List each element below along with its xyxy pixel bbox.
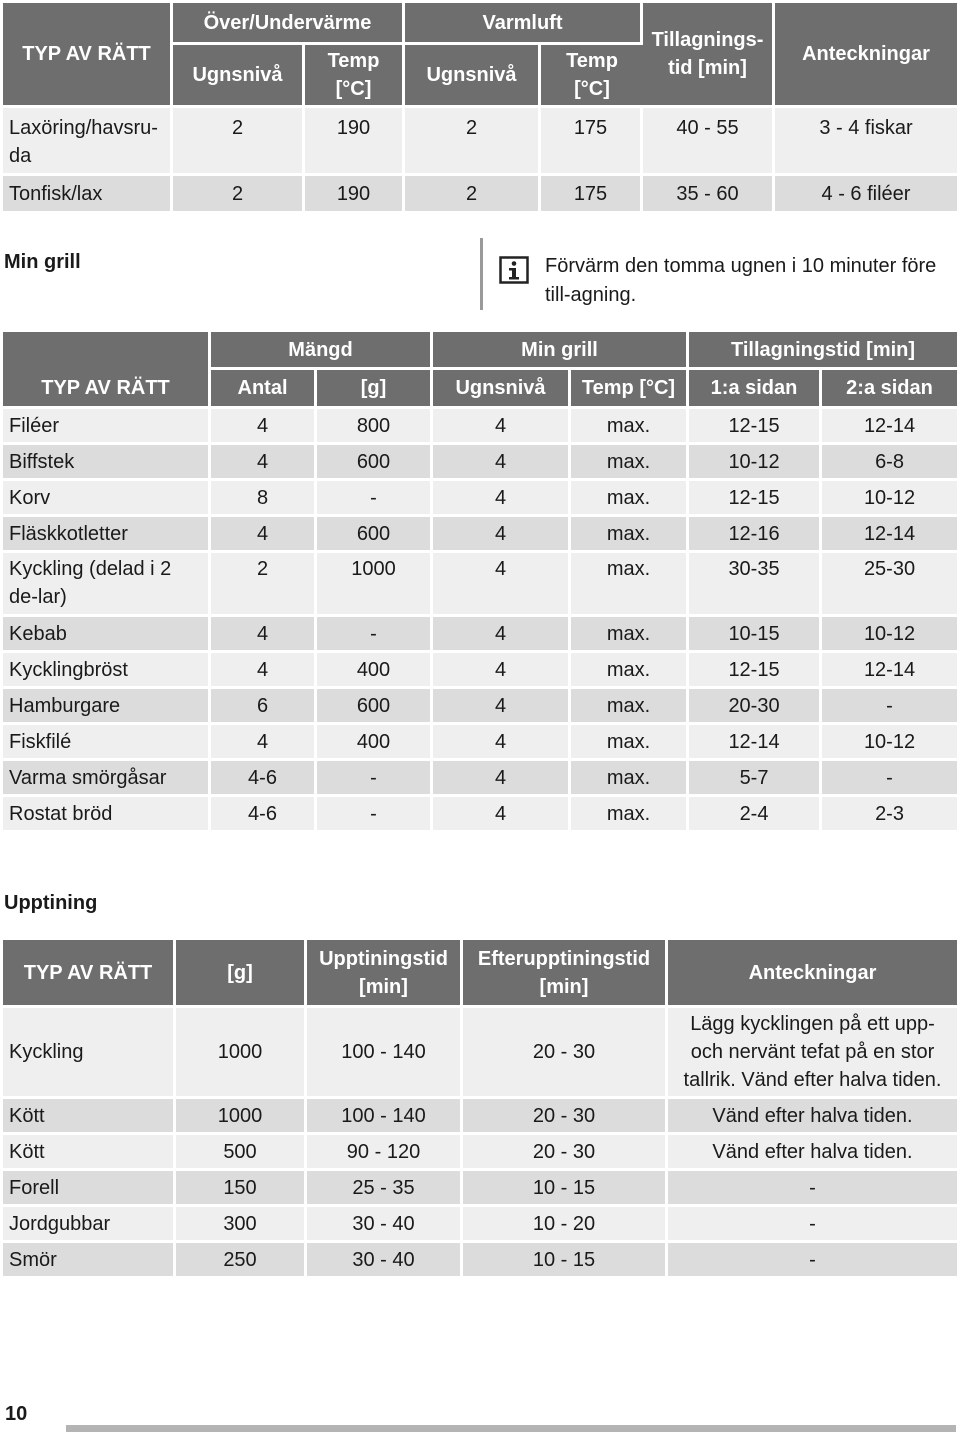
table-row	[3, 689, 957, 725]
header-dish-type: TYP AV RÄTT	[3, 3, 173, 108]
table-row	[3, 617, 957, 653]
cell: 20 - 30	[463, 1008, 668, 1099]
info-icon	[499, 256, 529, 284]
cell: max.	[571, 689, 689, 725]
header-top-bottom-heat: Över/Undervärme	[173, 3, 405, 45]
cell: 4	[433, 761, 571, 797]
dish-name: Filéer	[3, 409, 211, 445]
cell: -	[317, 617, 433, 653]
header-hot-air: Varmluft	[405, 3, 643, 45]
dish-name: Forell	[3, 1171, 176, 1207]
dish-name: Biffstek	[3, 445, 211, 481]
table-row	[3, 653, 957, 689]
dish-name: Kyckling	[3, 1008, 176, 1099]
header-temp: Temp [°C]	[305, 45, 405, 108]
cell: 12-14	[822, 517, 957, 553]
header-thaw-time: Upptiningstid [min]	[307, 940, 463, 1008]
cell: 12-15	[689, 653, 822, 689]
header-blank	[3, 332, 211, 370]
cell: 10-12	[822, 481, 957, 517]
cell: -	[668, 1243, 957, 1279]
cell: 4	[433, 445, 571, 481]
table-row	[3, 1135, 957, 1171]
thawing-table	[3, 940, 957, 1279]
header-temp: Temp [°C]	[541, 45, 643, 108]
header-notes: Anteckningar	[668, 940, 957, 1008]
dish-name: Varma smörgåsar	[3, 761, 211, 797]
header-level: Ugnsnivå	[405, 45, 541, 108]
table-row	[3, 725, 957, 761]
table-row	[3, 1171, 957, 1207]
cell: 4	[211, 725, 317, 761]
cell: max.	[571, 553, 689, 617]
header-level: Ugnsnivå	[173, 45, 305, 108]
cell: 5-7	[689, 761, 822, 797]
header-cook-time: Tillagnings-tid [min]	[643, 3, 775, 108]
dish-name: Kycklingbröst	[3, 653, 211, 689]
cell: 25 - 35	[307, 1171, 463, 1207]
cell: -	[668, 1171, 957, 1207]
dish-name: Smör	[3, 1243, 176, 1279]
cell: max.	[571, 445, 689, 481]
table-row	[3, 176, 957, 214]
dish-name: Jordgubbar	[3, 1207, 176, 1243]
dish-name: Fiskfilé	[3, 725, 211, 761]
cell: -	[317, 481, 433, 517]
cell: 25-30	[822, 553, 957, 617]
dish-name: Rostat bröd	[3, 797, 211, 833]
table-row	[3, 761, 957, 797]
cell: 4	[433, 617, 571, 653]
header-count: Antal	[211, 370, 317, 409]
cell: 175	[541, 108, 643, 176]
cell: 4	[433, 517, 571, 553]
table-row	[3, 1008, 957, 1099]
cell: max.	[571, 617, 689, 653]
cell: 6	[211, 689, 317, 725]
header-dish-type: TYP AV RÄTT	[3, 940, 176, 1008]
table-row	[3, 1099, 957, 1135]
cell: -	[317, 761, 433, 797]
cell: 500	[176, 1135, 307, 1171]
page-number: 10	[5, 1403, 28, 1425]
cell: 12-14	[822, 653, 957, 689]
cell: 100 - 140	[307, 1008, 463, 1099]
header-side-2: 2:a sidan	[822, 370, 957, 409]
dish-name: Tonfisk/lax	[3, 176, 173, 214]
section-title-thawing: Upptining	[4, 892, 98, 914]
cell: 400	[317, 725, 433, 761]
header-grams: [g]	[317, 370, 433, 409]
header-level: Ugnsnivå	[433, 370, 571, 409]
cell: Lägg kycklingen på ett upp- och nervänt tefat på en stor tallrik. Vänd efter halva tiden.	[668, 1008, 957, 1099]
dish-name: Kyckling (delad i 2 de-lar)	[3, 553, 211, 617]
cell: max.	[571, 481, 689, 517]
cell: 12-15	[689, 409, 822, 445]
cell: 190	[305, 108, 405, 176]
info-text: Förvärm den tomma ugnen i 10 minuter före till-agning.	[545, 255, 937, 306]
cell: 2	[173, 108, 305, 176]
table-row	[3, 108, 957, 176]
cell: 300	[176, 1207, 307, 1243]
cell: 4	[433, 409, 571, 445]
cell: 4	[211, 517, 317, 553]
cell: max.	[571, 761, 689, 797]
cell: -	[317, 797, 433, 833]
cell: 4	[433, 725, 571, 761]
table-row	[3, 481, 957, 517]
header-min-grill: Min grill	[433, 332, 689, 370]
table-row	[3, 797, 957, 833]
cell: 2-4	[689, 797, 822, 833]
dish-name: Kebab	[3, 617, 211, 653]
cell: 40 - 55	[643, 108, 775, 176]
cell: 100 - 140	[307, 1099, 463, 1135]
cell: 3 - 4 fiskar	[775, 108, 957, 176]
cell: 10 - 15	[463, 1243, 668, 1279]
cell: 190	[305, 176, 405, 214]
table-row	[3, 553, 957, 617]
cell: 4	[211, 445, 317, 481]
section-title-min-grill: Min grill	[4, 251, 81, 273]
header-notes: Anteckningar	[775, 3, 957, 108]
table-row	[3, 517, 957, 553]
dish-name: Korv	[3, 481, 211, 517]
cell: 90 - 120	[307, 1135, 463, 1171]
cell: max.	[571, 409, 689, 445]
cell: 4	[433, 553, 571, 617]
cell: 30 - 40	[307, 1243, 463, 1279]
cell: 600	[317, 445, 433, 481]
header-grams: [g]	[176, 940, 307, 1008]
dish-name: Hamburgare	[3, 689, 211, 725]
cell: 12-14	[689, 725, 822, 761]
cell: 600	[317, 517, 433, 553]
header-cook-time: Tillagningstid [min]	[689, 332, 957, 370]
table-row	[3, 445, 957, 481]
cell: 400	[317, 653, 433, 689]
header-temp: Temp [°C]	[571, 370, 689, 409]
cell: 12-14	[822, 409, 957, 445]
header-dish-type: TYP AV RÄTT	[3, 370, 211, 409]
cell: 4	[211, 653, 317, 689]
cell: 4	[433, 689, 571, 725]
header-side-1: 1:a sidan	[689, 370, 822, 409]
cell: 12-15	[689, 481, 822, 517]
header-amount: Mängd	[211, 332, 433, 370]
cell: 600	[317, 689, 433, 725]
table-row	[3, 409, 957, 445]
cell: 2	[211, 553, 317, 617]
cell: 2	[405, 108, 541, 176]
info-note	[480, 238, 943, 310]
cell: 10-12	[822, 617, 957, 653]
cell: -	[822, 761, 957, 797]
footer-rule	[66, 1425, 956, 1432]
cell: 2-3	[822, 797, 957, 833]
cell: 4 - 6 filéer	[775, 176, 957, 214]
table-row	[3, 1207, 957, 1243]
cell: Vänd efter halva tiden.	[668, 1099, 957, 1135]
cell: Vänd efter halva tiden.	[668, 1135, 957, 1171]
dish-name: Kött	[3, 1135, 176, 1171]
cell: 1000	[176, 1099, 307, 1135]
dish-name: Laxöring/havsru-da	[3, 108, 173, 176]
cell: 6-8	[822, 445, 957, 481]
cell: 4	[433, 481, 571, 517]
cell: max.	[571, 517, 689, 553]
cell: 800	[317, 409, 433, 445]
cell: 4-6	[211, 761, 317, 797]
grill-table	[3, 332, 957, 833]
cell: 10 - 15	[463, 1171, 668, 1207]
cell: 4	[211, 409, 317, 445]
dish-name: Kött	[3, 1099, 176, 1135]
cell: max.	[571, 653, 689, 689]
table-row	[3, 1243, 957, 1279]
cell: 10 - 20	[463, 1207, 668, 1243]
dish-name: Fläskkotletter	[3, 517, 211, 553]
cell: 4	[433, 797, 571, 833]
cell: -	[668, 1207, 957, 1243]
cell: 30-35	[689, 553, 822, 617]
cell: 20 - 30	[463, 1135, 668, 1171]
cell: 12-16	[689, 517, 822, 553]
cell: 30 - 40	[307, 1207, 463, 1243]
cell: 20-30	[689, 689, 822, 725]
cell: 2	[173, 176, 305, 214]
fish-cooking-table	[3, 3, 957, 214]
cell: 35 - 60	[643, 176, 775, 214]
cell: 4-6	[211, 797, 317, 833]
cell: 4	[433, 653, 571, 689]
cell: 1000	[317, 553, 433, 617]
cell: 250	[176, 1243, 307, 1279]
cell: 10-15	[689, 617, 822, 653]
cell: 10-12	[822, 725, 957, 761]
cell: 8	[211, 481, 317, 517]
cell: 10-12	[689, 445, 822, 481]
cell: 20 - 30	[463, 1099, 668, 1135]
cell: 175	[541, 176, 643, 214]
cell: 150	[176, 1171, 307, 1207]
cell: max.	[571, 797, 689, 833]
cell: max.	[571, 725, 689, 761]
header-after-thaw-time: Efterupptiningstid [min]	[463, 940, 668, 1008]
cell: -	[822, 689, 957, 725]
cell: 1000	[176, 1008, 307, 1099]
cell: 4	[211, 617, 317, 653]
cell: 2	[405, 176, 541, 214]
